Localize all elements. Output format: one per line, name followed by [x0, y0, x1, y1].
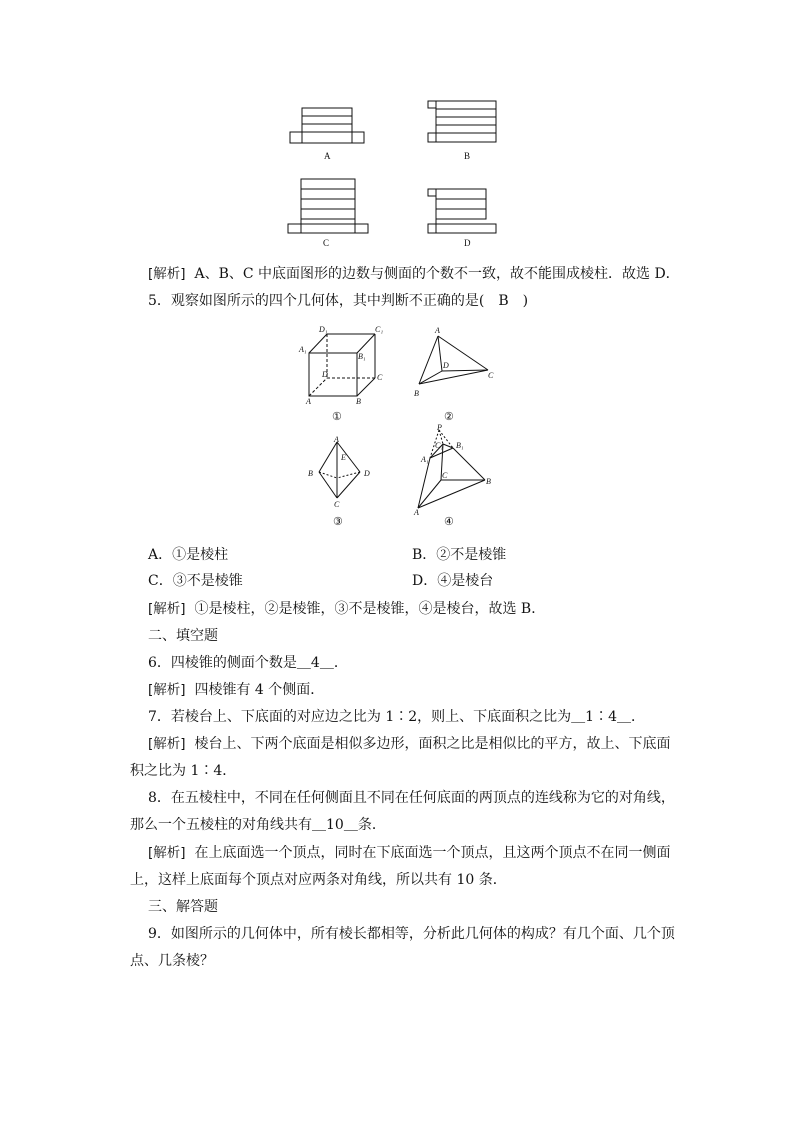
- q7-analysis-line-1: [148, 735, 670, 753]
- q6-answer: ＿4＿: [296, 655, 334, 671]
- vertex-e: E: [341, 453, 346, 462]
- q7-stem-text: 7．若棱台上、下底面的对应边之比为 1∶2，则上、下底面积之比为: [148, 709, 572, 725]
- vertex-a: A: [306, 397, 311, 406]
- vertex-c1: C₁: [435, 441, 444, 450]
- vertex-d: D: [364, 469, 370, 478]
- nets-figure: [280, 95, 510, 255]
- analysis-text: 在上底面选一个顶点，同时在下底面选一个顶点，且这两个顶点不在同一侧面: [194, 845, 671, 861]
- q9-stem-line-1: 9．如图所示的几何体中，所有棱长都相等，分析此几何体的构成？有几个面、几个顶: [148, 926, 675, 942]
- q7-analysis-line-2: 积之比为 1∶4．: [130, 763, 237, 779]
- vertex-c: C: [377, 373, 383, 382]
- analysis-text: ①是棱柱，②是棱锥，③不是棱锥，④是棱台，故选 B．: [194, 601, 546, 617]
- net-d: [428, 189, 496, 233]
- net-b: [428, 101, 496, 142]
- q5-stem: 5．观察如图所示的四个几何体，其中判断不正确的是( B ): [148, 293, 529, 309]
- figure-4-label: ④: [444, 516, 454, 528]
- q7-stem: [148, 708, 645, 726]
- vertex-b: B: [308, 469, 313, 478]
- q6-stem-text: 6．四棱锥的侧面个数是: [148, 655, 297, 671]
- analysis-text: 四棱锥有 4 个侧面．: [194, 682, 325, 698]
- section-2-title: 二、填空题: [148, 628, 218, 644]
- vertex-c: C: [334, 500, 340, 509]
- vertex-a1: A₁: [421, 455, 429, 464]
- figure-2-tetrahedron: [410, 322, 500, 402]
- vertex-a1: A₁: [299, 345, 307, 354]
- analysis-tag: [解析]: [148, 736, 186, 752]
- analysis-text: 棱台上、下两个底面是相似多边形，面积之比是相似比的平方，故上、下底面: [194, 736, 671, 752]
- vertex-p: P: [437, 423, 442, 432]
- analysis-tag: [解析]: [148, 601, 186, 617]
- analysis-tag: [解析]: [148, 266, 186, 282]
- q4-analysis: [148, 265, 680, 283]
- vertex-a: A: [435, 326, 440, 335]
- figure-3-label: ③: [333, 516, 343, 528]
- q6-analysis: [148, 681, 324, 699]
- q6-stem-end: ．: [333, 655, 348, 671]
- figure-4-frustum: [405, 422, 500, 517]
- analysis-tag: [解析]: [148, 845, 186, 861]
- q5-option-c: C．③不是棱锥: [148, 573, 243, 589]
- q5-option-d: D．④是棱台: [412, 573, 494, 589]
- vertex-d1: D₁: [319, 325, 328, 334]
- vertex-b: B: [486, 477, 491, 486]
- net-label-a: A: [324, 151, 331, 161]
- vertex-b1: B₁: [456, 441, 464, 450]
- vertex-a: A: [414, 508, 419, 517]
- q8-answer: ＿10＿: [312, 817, 358, 833]
- q8-stem-line-2: [130, 816, 386, 834]
- figure-2-label: ②: [444, 411, 454, 423]
- figure-1-cube: [295, 322, 395, 407]
- q5-option-a: A．①是棱柱: [148, 547, 229, 563]
- analysis-text: A、B、C 中底面图形的边数与侧面的个数不一致，故不能围成棱柱．故选 D．: [194, 266, 680, 282]
- vertex-d: D: [322, 370, 328, 379]
- vertex-c1: C₁: [375, 325, 384, 334]
- q5-option-b: B．②不是棱锥: [412, 547, 507, 563]
- vertex-b1: B₁: [358, 352, 366, 361]
- q8-stem-end: 条．: [357, 817, 386, 833]
- figure-1-label: ①: [332, 411, 342, 423]
- q7-stem-end: ．: [631, 709, 645, 725]
- vertex-c: C: [442, 471, 448, 480]
- q9-stem-line-2: 点、几条棱？: [130, 953, 214, 969]
- q7-answer: ＿1∶4＿: [571, 709, 631, 725]
- vertex-a: A: [334, 435, 339, 444]
- net-label-d: D: [464, 238, 471, 248]
- vertex-b: B: [414, 389, 419, 398]
- q8-analysis-line-2: 上，这样上底面每个顶点对应两条对角线，所以共有 10 条．: [130, 872, 507, 888]
- analysis-tag: [解析]: [148, 682, 186, 698]
- vertex-b: B: [356, 397, 361, 406]
- vertex-d: D: [443, 361, 449, 370]
- figure-3-solid: [305, 434, 375, 514]
- net-c: [288, 179, 368, 233]
- q5-analysis: [148, 600, 545, 618]
- net-a: [290, 108, 364, 143]
- vertex-c: C: [488, 371, 494, 380]
- section-3-title: 三、解答题: [148, 899, 218, 915]
- q8-stem-line-1: 8．在五棱柱中，不同在任何侧面且不同在任何底面的两顶点的连线称为它的对角线，: [148, 790, 675, 806]
- net-label-c: C: [323, 238, 330, 248]
- q8-stem-text: 那么一个五棱柱的对角线共有: [130, 817, 312, 833]
- q6-stem: [148, 654, 348, 672]
- q8-analysis-line-1: [148, 844, 670, 862]
- net-label-b: B: [464, 151, 471, 161]
